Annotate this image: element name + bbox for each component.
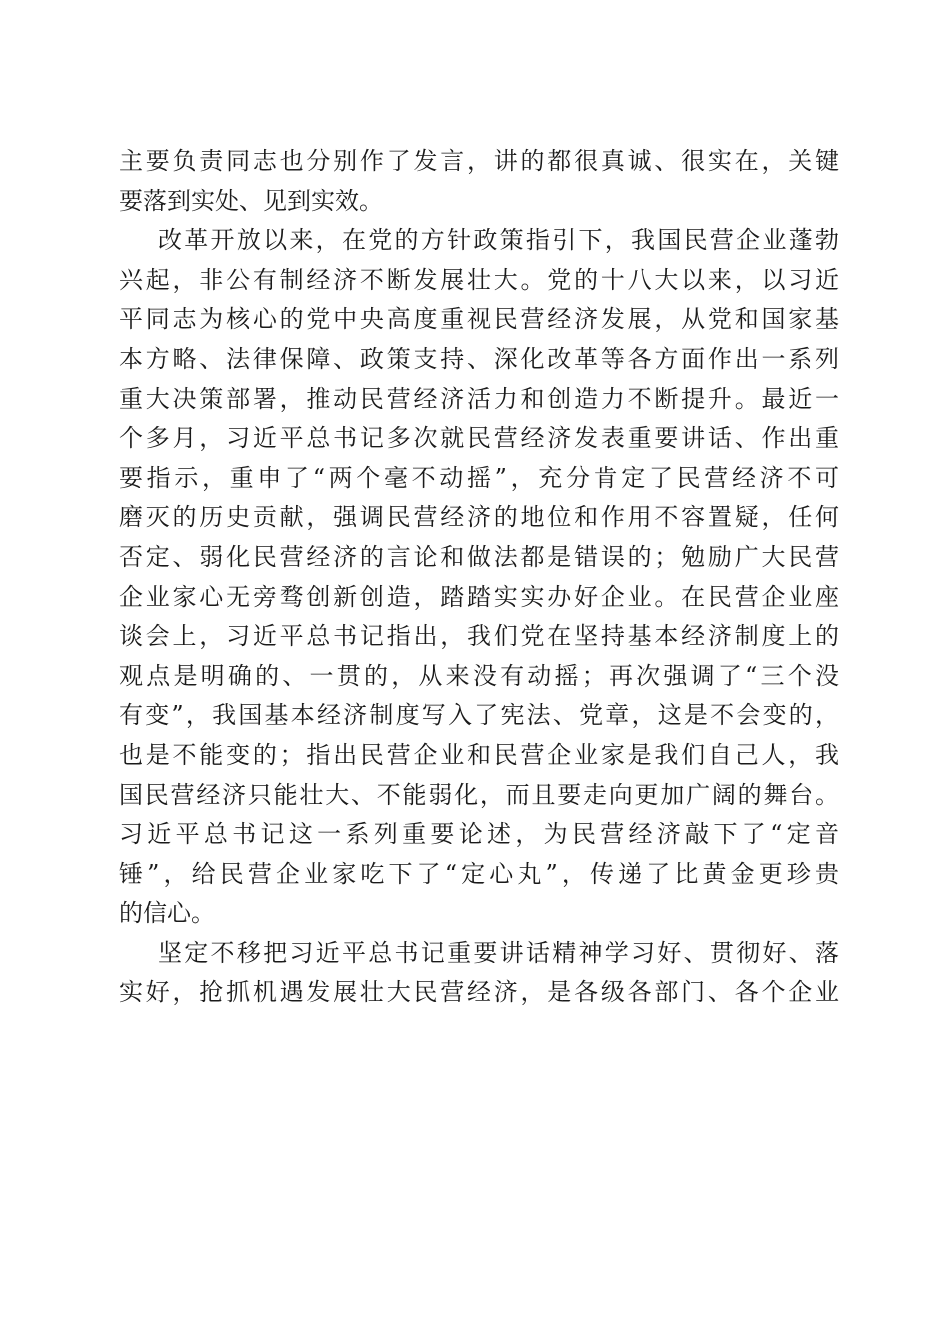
text-line: 观点是明确的、一贯的，从来没有动摇；再次强调了“三个没 <box>119 661 839 690</box>
text-line: 习近平总书记这一系列重要论述，为民营经济敲下了“定音 <box>119 820 839 849</box>
text-line: 坚定不移把习近平总书记重要讲话精神学习好、贯彻好、落 <box>158 938 839 967</box>
text-line: 要指示，重申了“两个毫不动摇”，充分肯定了民营经济不可 <box>119 463 839 492</box>
text-line: 谈会上，习近平总书记指出，我们党在坚持基本经济制度上的 <box>119 622 839 651</box>
paragraph-2 <box>119 221 839 934</box>
paragraph-3 <box>119 934 839 1013</box>
text-line: 锤”，给民营企业家吃下了“定心丸”，传递了比黄金更珍贵 <box>119 859 839 888</box>
text-line: 改革开放以来，在党的方针政策指引下，我国民营企业蓬勃 <box>158 226 839 255</box>
text-line: 否定、弱化民营经济的言论和做法都是错误的；勉励广大民营 <box>119 542 839 571</box>
text-line: 国民营经济只能壮大、不能弱化，而且要走向更加广阔的舞台。 <box>119 780 839 809</box>
text-line: 的信心。 <box>119 899 215 928</box>
text-line: 要落到实处、见到实效。 <box>119 186 383 215</box>
text-line: 平同志为核心的党中央高度重视民营经济发展，从党和国家基 <box>119 305 839 334</box>
text-line: 主要负责同志也分别作了发言，讲的都很真诚、很实在，关键 <box>119 147 839 175</box>
text-line: 企业家心无旁骛创新创造，踏踏实实办好企业。在民营企业座 <box>119 582 839 611</box>
text-line: 也是不能变的；指出民营企业和民营企业家是我们自己人，我 <box>119 740 839 769</box>
text-line: 有变”，我国基本经济制度写入了宪法、党章，这是不会变的， <box>119 701 839 730</box>
text-line: 兴起，非公有制经济不断发展壮大。党的十八大以来，以习近 <box>119 265 839 294</box>
document-body <box>119 142 839 1013</box>
text-line: 磨灭的历史贡献，强调民营经济的地位和作用不容置疑，任何 <box>119 503 839 532</box>
text-line: 实好，抢抓机遇发展壮大民营经济，是各级各部门、各个企业 <box>119 978 839 1007</box>
text-line: 本方略、法律保障、政策支持、深化改革等各方面作出一系列 <box>119 344 839 373</box>
paragraph-1 <box>119 142 839 221</box>
text-line: 个多月，习近平总书记多次就民营经济发表重要讲话、作出重 <box>119 424 839 453</box>
text-line: 重大决策部署，推动民营经济活力和创造力不断提升。最近一 <box>119 384 839 413</box>
